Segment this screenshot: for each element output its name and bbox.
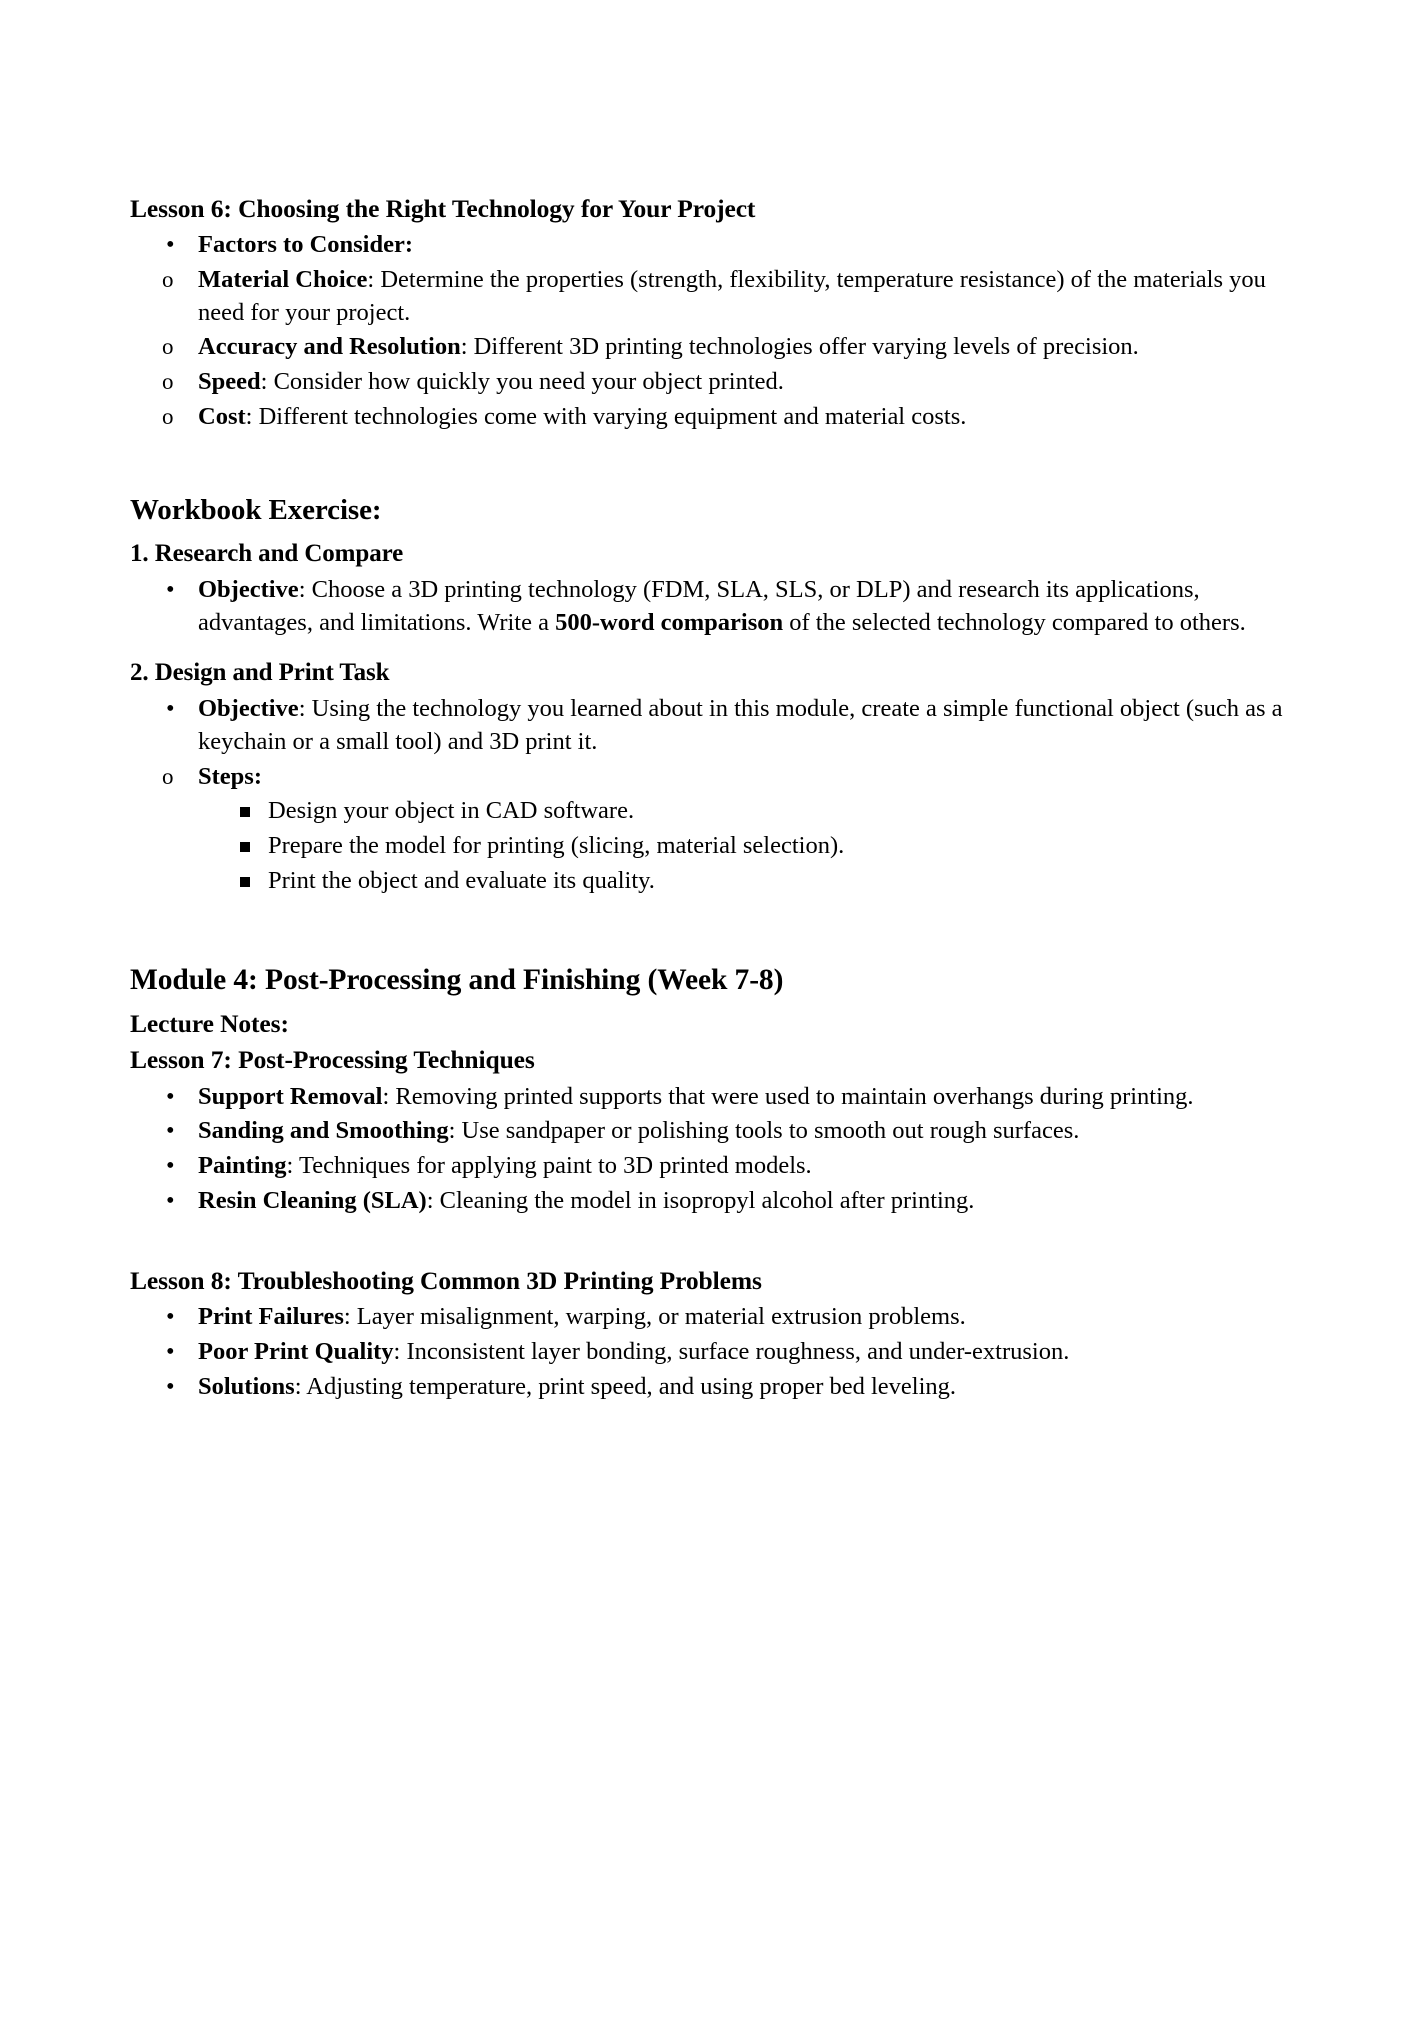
- module-4-heading: Module 4: Post-Processing and Finishing (Week 7-8): [130, 964, 784, 997]
- term: Painting: [198, 1151, 287, 1179]
- disc-bullet-icon: •: [166, 1117, 175, 1145]
- document-body: [130, 193, 1300, 1404]
- term: Sanding and Smoothing: [198, 1117, 449, 1145]
- list-item: [130, 761, 1300, 794]
- spacer: [130, 642, 1300, 658]
- list-item: [200, 830, 1300, 863]
- step-text: Design your object in CAD software.: [268, 797, 635, 825]
- objective-text: : Using the technology you learned about in this module, create a simple functional object (such as a keychain or a small tool) and 3D print it.: [198, 695, 1283, 755]
- disc-bullet-icon: •: [166, 695, 175, 723]
- term: Support Removal: [198, 1082, 383, 1110]
- definition: : Use sandpaper or polishing tools to smooth out rough surfaces.: [448, 1117, 1080, 1145]
- disc-bullet-icon: •: [166, 1303, 175, 1331]
- objective-label: Objective: [198, 576, 299, 604]
- task-2-heading: 2. Design and Print Task: [130, 658, 390, 686]
- objective-text-part-2: of the selected technology compared to others.: [783, 608, 1246, 636]
- list-item: [130, 1371, 1300, 1404]
- list-item: [130, 574, 1300, 639]
- disc-bullet-icon: •: [166, 1082, 175, 1110]
- list-item: [130, 1081, 1300, 1114]
- circle-bullet-icon: o: [162, 266, 174, 292]
- list-item: [200, 865, 1300, 898]
- objective-text-part-1: : Choose a 3D printing technology (FDM, SLA, SLS, or DLP) and research its applications, advantages, and limitations. Write a: [198, 576, 1200, 636]
- definition: : Techniques for applying paint to 3D printed models.: [286, 1151, 812, 1179]
- list-item: [130, 229, 1300, 262]
- list-item: [130, 1336, 1300, 1369]
- lesson-6-factor-sublist: [130, 264, 1300, 434]
- circle-bullet-icon: o: [162, 403, 174, 429]
- term: Solutions: [198, 1372, 295, 1400]
- definition: : Layer misalignment, warping, or material extrusion problems.: [343, 1303, 966, 1331]
- term: Speed: [198, 367, 261, 395]
- definition: : Different technologies come with varying equipment and material costs.: [245, 402, 967, 430]
- square-bullet-icon: [240, 807, 250, 817]
- definition: : Cleaning the model in isopropyl alcohol after printing.: [426, 1186, 975, 1214]
- steps-list: [200, 795, 1300, 897]
- definition: : Different 3D printing technologies offer varying levels of precision.: [460, 333, 1139, 361]
- disc-bullet-icon: •: [166, 1372, 175, 1400]
- list-item: [130, 1150, 1300, 1183]
- objective-label: Objective: [198, 695, 299, 723]
- task-2-objective-list: [130, 693, 1300, 758]
- spacer: [130, 1219, 1300, 1265]
- lesson-6-heading: Lesson 6: Choosing the Right Technology for Your Project: [130, 194, 756, 223]
- disc-bullet-icon: •: [166, 1338, 175, 1366]
- list-item: [130, 1185, 1300, 1218]
- definition: : Removing printed supports that were used to maintain overhangs during printing.: [382, 1082, 1194, 1110]
- list-item: [130, 1115, 1300, 1148]
- term: Print Failures: [198, 1303, 344, 1331]
- list-item: [130, 1301, 1300, 1334]
- disc-bullet-icon: •: [166, 1151, 175, 1179]
- factors-to-consider-label: Factors to Consider: [198, 231, 405, 259]
- steps-label: Steps: [198, 762, 254, 790]
- disc-bullet-icon: •: [166, 1186, 175, 1214]
- task-1-objective-list: [130, 574, 1300, 639]
- steps-colon: :: [253, 762, 262, 790]
- circle-bullet-icon: o: [162, 334, 174, 360]
- spacer: [130, 435, 1300, 493]
- term: Poor Print Quality: [198, 1338, 394, 1366]
- definition: : Consider how quickly you need your object printed.: [260, 367, 784, 395]
- list-item: [200, 795, 1300, 828]
- term: Material Choice: [198, 265, 368, 293]
- list-item: [130, 331, 1300, 364]
- workbook-exercise-heading: Workbook Exercise:: [130, 494, 382, 527]
- circle-bullet-icon: o: [162, 763, 174, 789]
- list-item: [130, 366, 1300, 399]
- lesson-7-list: [130, 1081, 1300, 1218]
- term: Resin Cleaning (SLA): [198, 1186, 427, 1214]
- step-text: Print the object and evaluate its quality.: [268, 866, 655, 894]
- factors-colon: :: [404, 231, 414, 259]
- task-1-heading: 1. Research and Compare: [130, 539, 404, 567]
- lesson-7-heading: Lesson 7: Post-Processing Techniques: [130, 1045, 535, 1075]
- definition: : Inconsistent layer bonding, surface roughness, and under-extrusion.: [393, 1338, 1070, 1366]
- spacer: [130, 899, 1300, 963]
- steps-label-list: [130, 761, 1300, 794]
- lesson-6-factors-list: [130, 229, 1300, 262]
- square-bullet-icon: [240, 877, 250, 887]
- lesson-8-heading: Lesson 8: Troubleshooting Common 3D Printing Problems: [130, 1266, 762, 1296]
- step-text: Prepare the model for printing (slicing, material selection).: [268, 831, 845, 859]
- disc-bullet-icon: •: [166, 576, 175, 604]
- lecture-notes-label: Lecture Notes:: [130, 1009, 289, 1039]
- definition: : Determine the properties (strength, flexibility, temperature resistance) of the materials you need for your project.: [198, 265, 1266, 326]
- objective-emphasis: 500-word comparison: [555, 608, 784, 636]
- list-item: [130, 401, 1300, 434]
- circle-bullet-icon: o: [162, 368, 174, 394]
- term: Cost: [198, 402, 246, 430]
- square-bullet-icon: [240, 842, 250, 852]
- definition: : Adjusting temperature, print speed, and using proper bed leveling.: [294, 1372, 957, 1400]
- list-item: [130, 693, 1300, 758]
- lesson-8-list: [130, 1301, 1300, 1403]
- list-item: [130, 264, 1300, 329]
- term: Accuracy and Resolution: [198, 333, 461, 361]
- disc-bullet-icon: •: [166, 231, 175, 259]
